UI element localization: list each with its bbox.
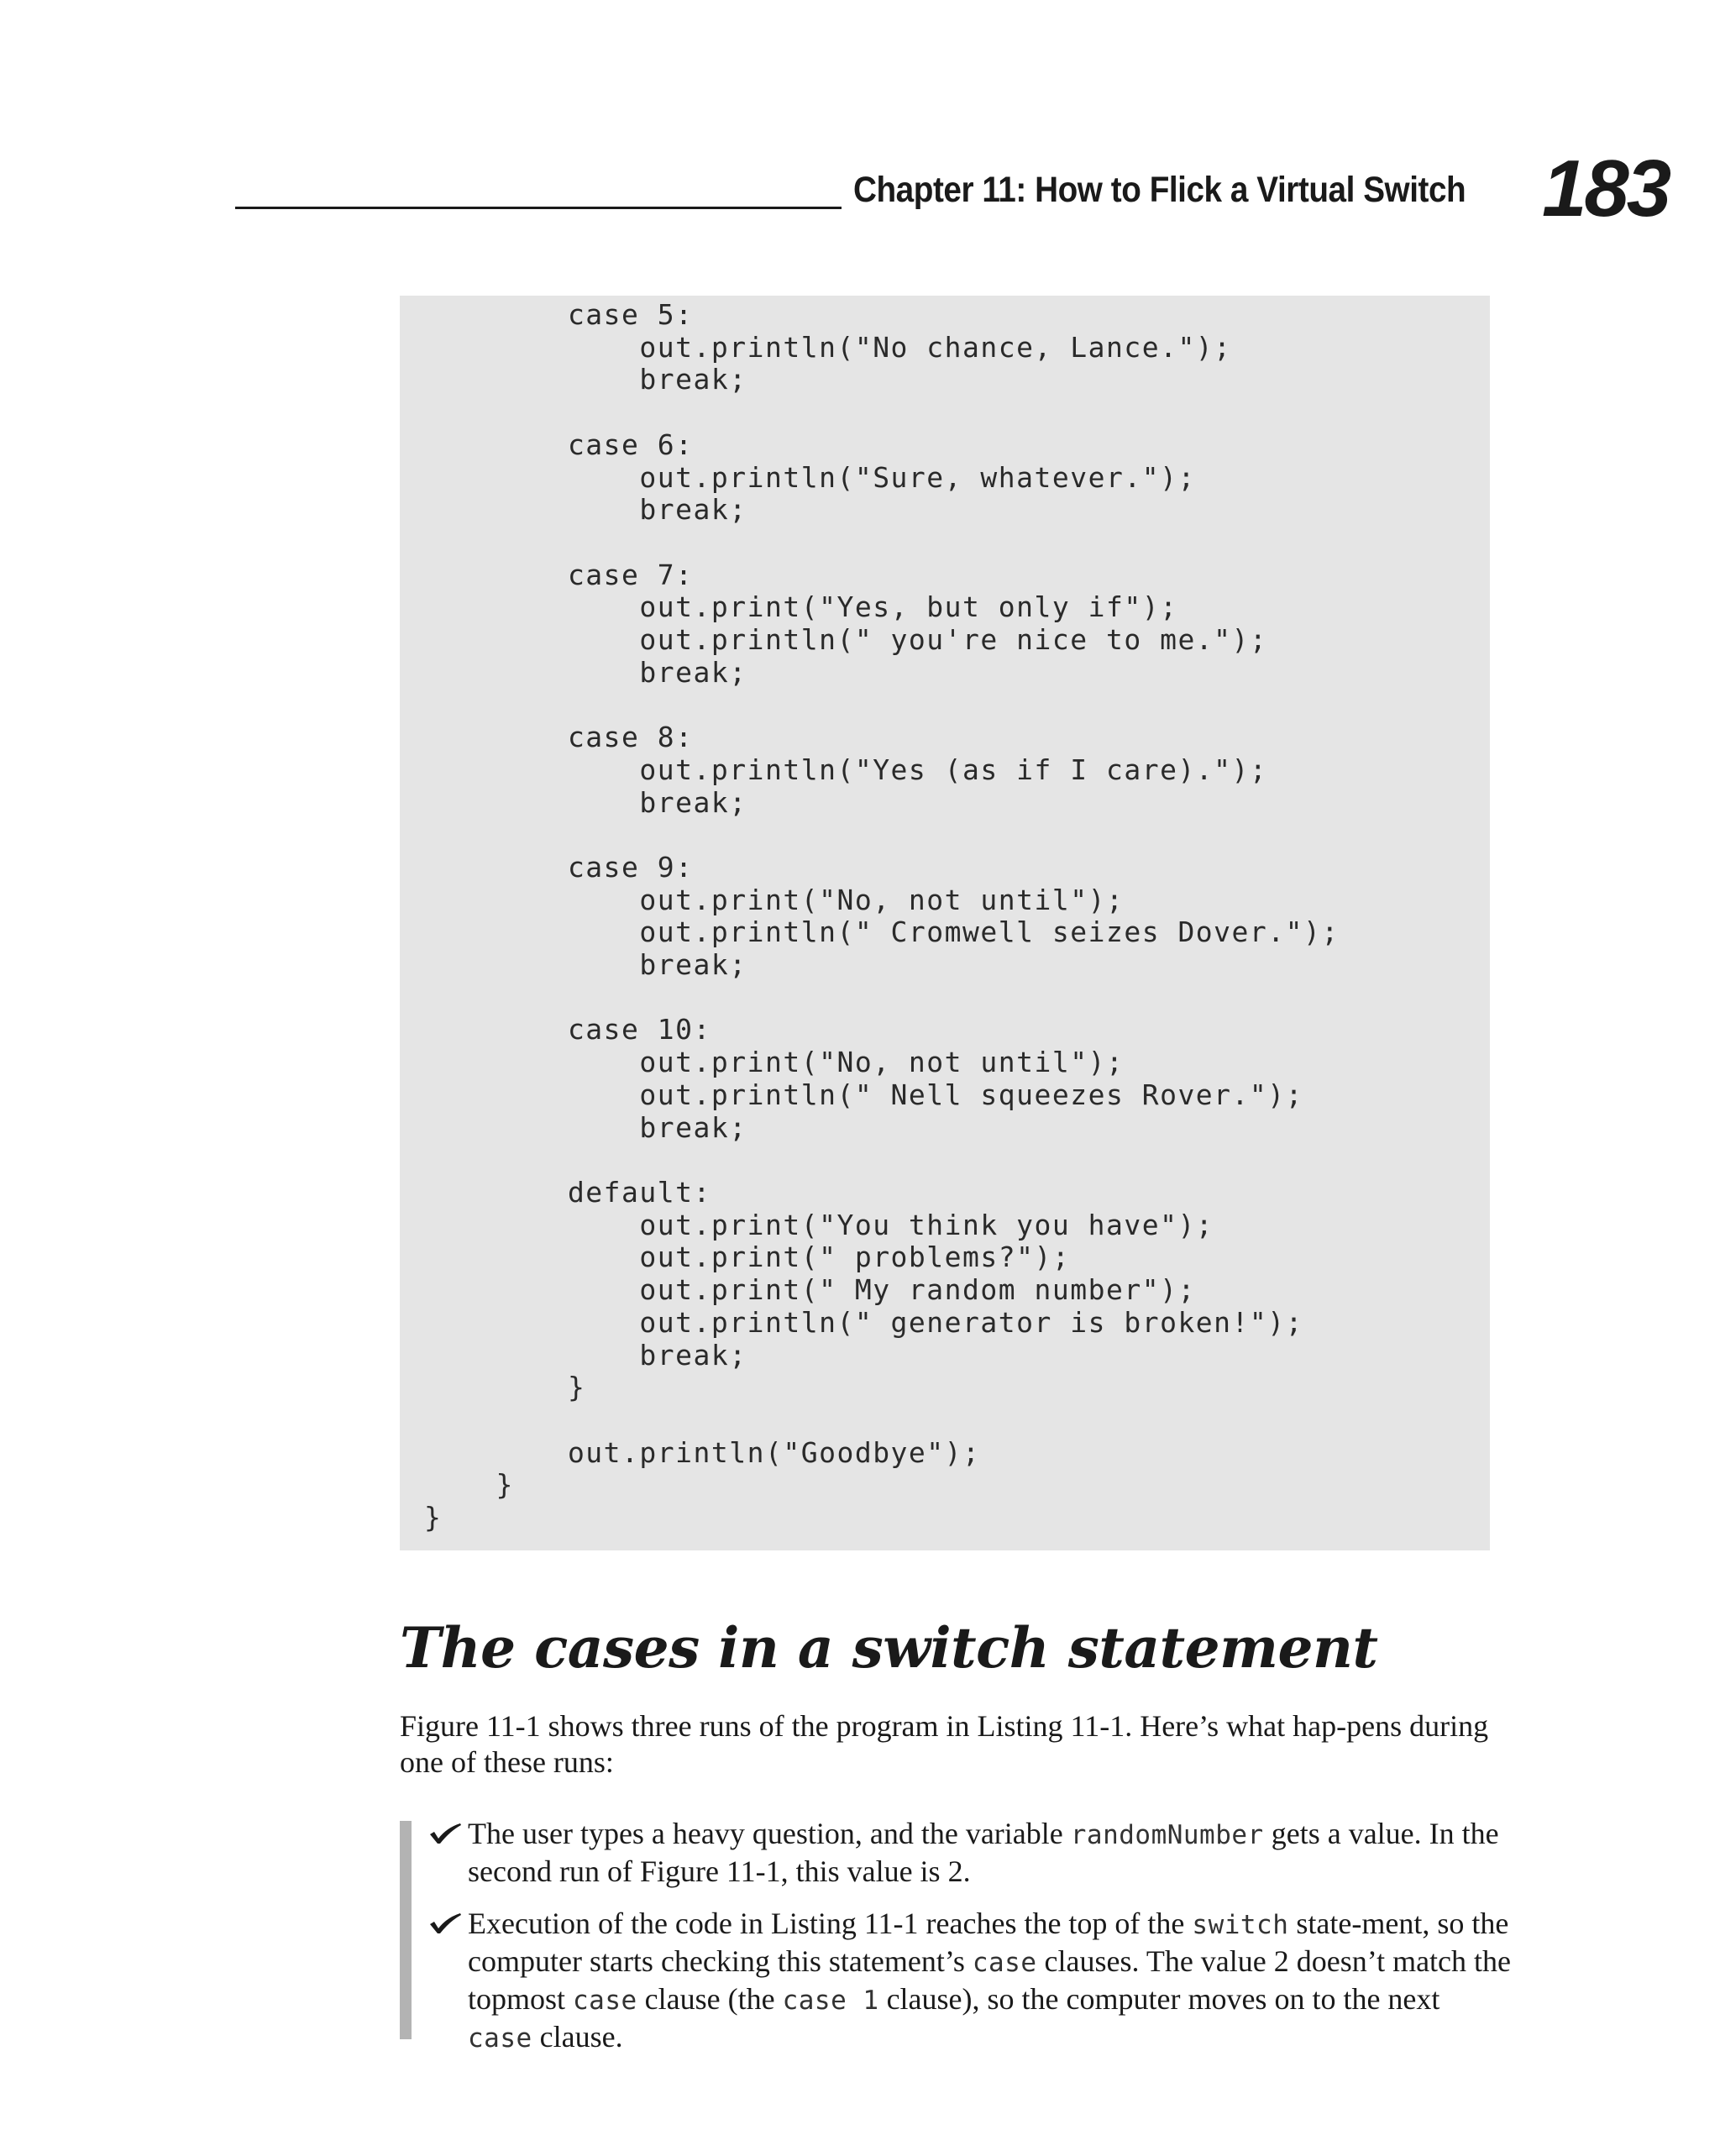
- code-line: case 5:: [424, 298, 694, 331]
- code-line: out.println("Sure, whatever.");: [424, 460, 1196, 494]
- code-line: case 6:: [424, 428, 694, 461]
- check-icon: [428, 1912, 462, 1934]
- inline-code: switch: [1192, 1910, 1289, 1940]
- inline-code: case 1: [782, 1986, 879, 2016]
- code-line: out.println(" Cromwell seizes Dover.");: [424, 915, 1340, 949]
- code-line: out.print("Yes, but only if");: [424, 590, 1178, 624]
- code-line: out.print(" problems?");: [424, 1241, 1071, 1274]
- check-icon: [428, 1823, 462, 1844]
- code-line: break;: [424, 785, 747, 819]
- code-line: break;: [424, 1338, 747, 1372]
- text-segment: clause.: [532, 2020, 623, 2054]
- code-line: out.print("No, not until");: [424, 1046, 1125, 1079]
- code-line: break;: [424, 948, 747, 982]
- code-line: out.println(" you're nice to me.");: [424, 623, 1268, 657]
- inline-code: case: [468, 2023, 532, 2054]
- bullet-list-sidebar: [400, 1821, 412, 2039]
- text-segment: clause (the: [637, 1982, 783, 2016]
- list-item: [428, 1906, 1512, 2057]
- code-line: out.println(" Nell squeezes Rover.");: [424, 1078, 1304, 1111]
- text-segment: Execution of the code in Listing 11-1 reaches the top of the: [468, 1907, 1193, 1940]
- code-line: out.println(" generator is broken!");: [424, 1305, 1304, 1339]
- section-heading: The cases in a switch statement: [400, 1615, 1378, 1681]
- text-segment: gets a value. In the second run of Figure 11-1, this value is 2.: [468, 1817, 1499, 1888]
- text-segment: The user types a heavy question, and the variable: [468, 1817, 1071, 1850]
- inline-code: randomNumber: [1070, 1820, 1264, 1850]
- page-number: 183: [1542, 144, 1670, 233]
- code-line: out.println("Goodbye");: [424, 1435, 981, 1469]
- text-segment: state-ment, so the computer starts checking this statement’s: [468, 1907, 1509, 1978]
- code-line: break;: [424, 493, 747, 527]
- intro-paragraph: Figure 11-1 shows three runs of the program in Listing 11-1. Here’s what hap-pens during one of these runs:: [400, 1709, 1489, 1779]
- list-item: [428, 1816, 1512, 1890]
- code-line: out.print("You think you have");: [424, 1208, 1214, 1241]
- code-line: out.println("No chance, Lance.");: [424, 330, 1232, 364]
- code-line: break;: [424, 655, 747, 689]
- code-listing: [424, 299, 1340, 1534]
- code-line: }: [424, 1501, 443, 1534]
- list-item-text: [468, 1817, 1499, 1888]
- code-line: out.print(" My random number");: [424, 1273, 1196, 1307]
- inline-code: case: [972, 1948, 1037, 1978]
- bullet-list: [428, 1816, 1512, 2073]
- code-line: case 10:: [424, 1013, 711, 1047]
- text-segment: clause), so the computer moves on to the next: [878, 1982, 1440, 2016]
- code-line: }: [424, 1371, 586, 1404]
- code-line: case 8:: [424, 721, 694, 754]
- code-line: break;: [424, 1110, 747, 1144]
- code-line: out.println("Yes (as if I care).");: [424, 753, 1268, 786]
- code-line: break;: [424, 363, 747, 396]
- inline-code: case: [573, 1986, 637, 2016]
- text-segment: clauses. The value 2 doesn’t match the topmost: [468, 1944, 1512, 2016]
- list-item-text: [468, 1907, 1511, 2054]
- code-line: out.print("No, not until");: [424, 883, 1125, 916]
- code-line: case 7:: [424, 558, 694, 591]
- chapter-title: Chapter 11: How to Flick a Virtual Switch: [853, 170, 1466, 210]
- code-line: default:: [424, 1175, 711, 1209]
- header-rule: [235, 207, 842, 209]
- code-line: }: [424, 1468, 514, 1502]
- code-line: case 9:: [424, 850, 694, 884]
